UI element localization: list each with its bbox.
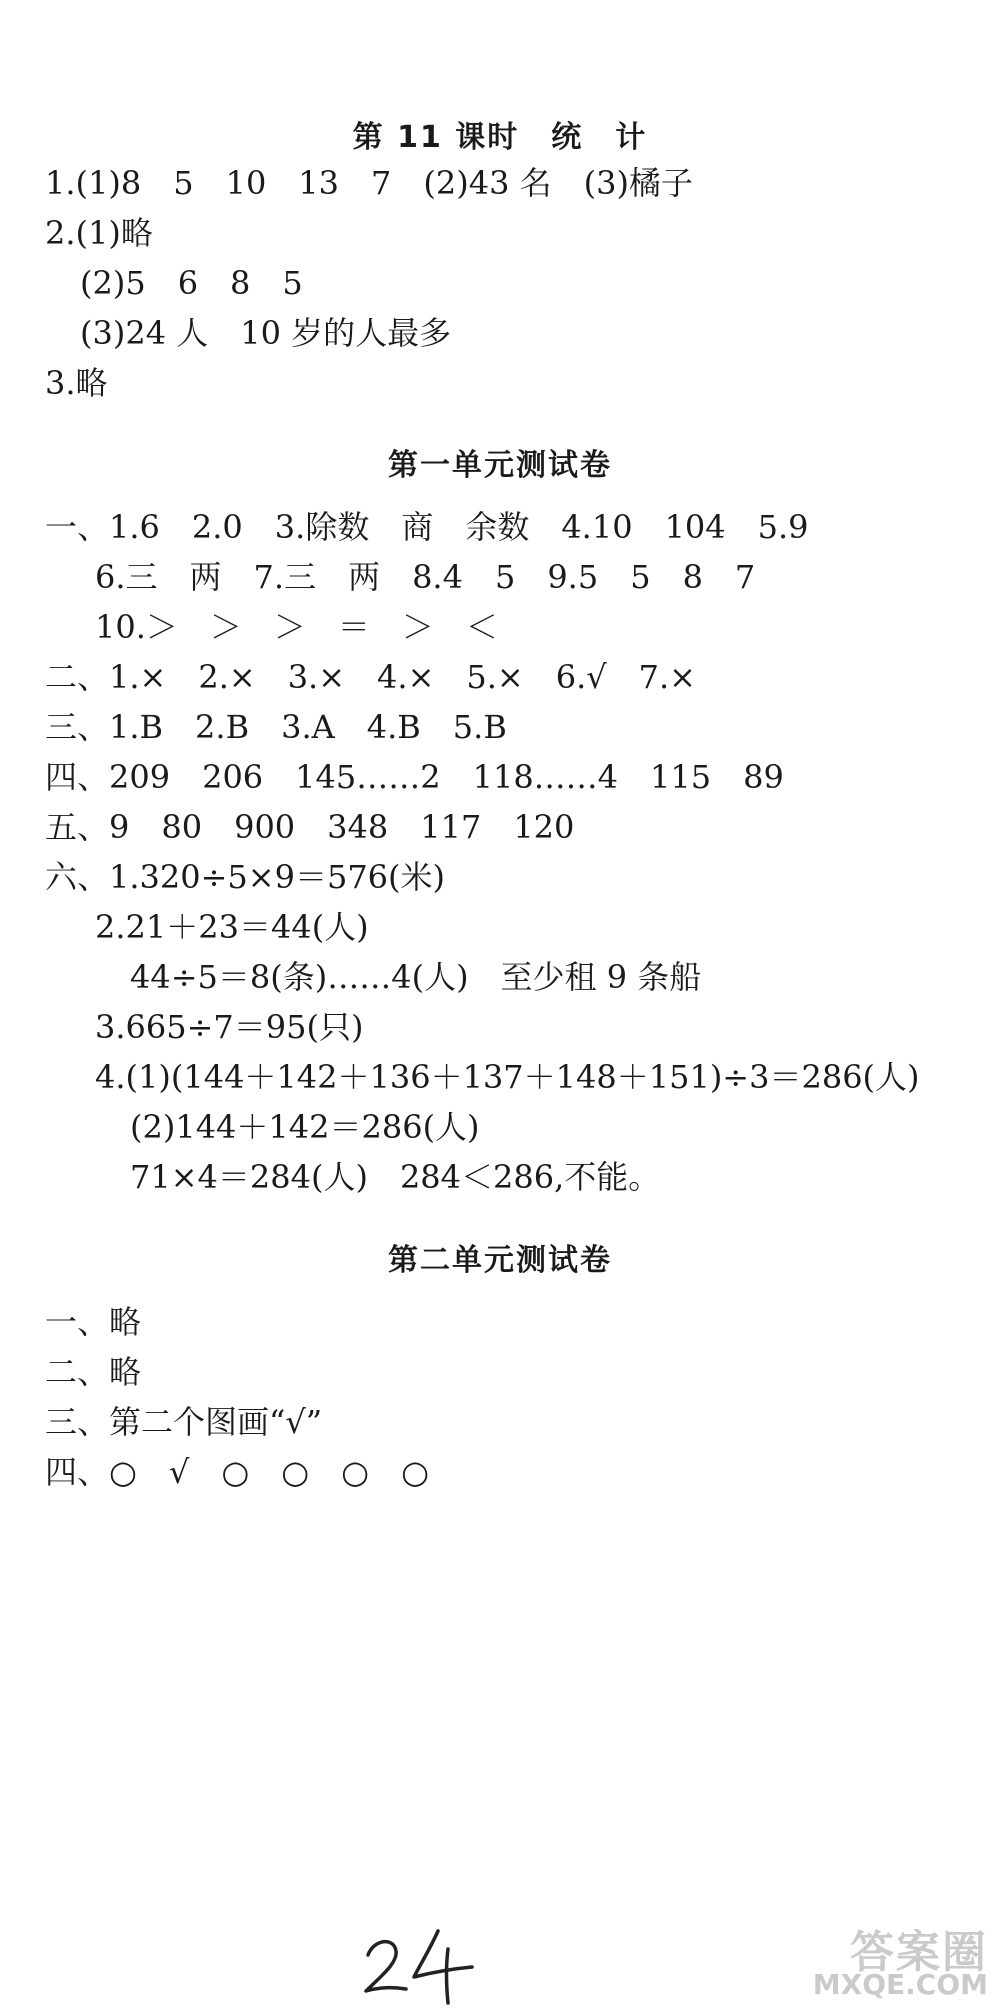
watermark (768, 1916, 988, 2001)
answer-line: 二、1.× 2.× 3.× 4.× 5.× 6.√ 7.× (45, 658, 696, 696)
answer-line: 71×4＝284(人) 284＜286,不能。 (130, 1158, 661, 1196)
handwritten-page-number (360, 1925, 480, 2005)
lesson11-title: 第 11 课时 统 计 (352, 120, 648, 155)
answer-line: 四、○ √ ○ ○ ○ ○ (45, 1453, 430, 1491)
answer-line: 3.665÷7＝95(只) (95, 1008, 364, 1046)
answer-line: 二、略 (45, 1353, 142, 1391)
answer-line: (2)144＋142＝286(人) (130, 1108, 480, 1146)
answer-line: 四、209 206 145……2 118……4 115 89 (45, 758, 784, 796)
answer-line: 3.略 (45, 364, 108, 402)
answer-line: 2.(1)略 (45, 214, 153, 252)
answer-line: 2.21＋23＝44(人) (95, 908, 369, 946)
answer-line: 三、第二个图画“√” (45, 1403, 323, 1441)
watermark-logo: 答案圈 (850, 1927, 988, 1978)
answer-line: 10.＞ ＞ ＞ ＝ ＞ ＜ (95, 608, 498, 646)
answer-line: 6.三 两 7.三 两 8.4 5 9.5 5 8 7 (95, 558, 756, 596)
answer-line: 五、9 80 900 348 117 120 (45, 808, 575, 846)
answer-line: 一、1.6 2.0 3.除数 商 余数 4.10 104 5.9 (45, 508, 809, 546)
answer-line: 44÷5＝8(条)……4(人) 至少租 9 条船 (130, 958, 702, 996)
unit1-test-title: 第一单元测试卷 (388, 448, 612, 483)
answer-line: 三、1.B 2.B 3.A 4.B 5.B (45, 708, 507, 746)
answer-line: 六、1.320÷5×9＝576(米) (45, 858, 446, 896)
answer-line: (3)24 人 10 岁的人最多 (80, 314, 452, 352)
answer-line: 一、略 (45, 1303, 142, 1341)
unit2-test-title: 第二单元测试卷 (388, 1243, 612, 1278)
answer-line: (2)5 6 8 5 (80, 264, 303, 302)
watermark-url: MXQE.COM (812, 1968, 988, 2001)
answer-line: 4.(1)(144＋142＋136＋137＋148＋151)÷3＝286(人) (95, 1058, 920, 1096)
answer-line: 1.(1)8 5 10 13 7 (2)43 名 (3)橘子 (45, 164, 693, 202)
